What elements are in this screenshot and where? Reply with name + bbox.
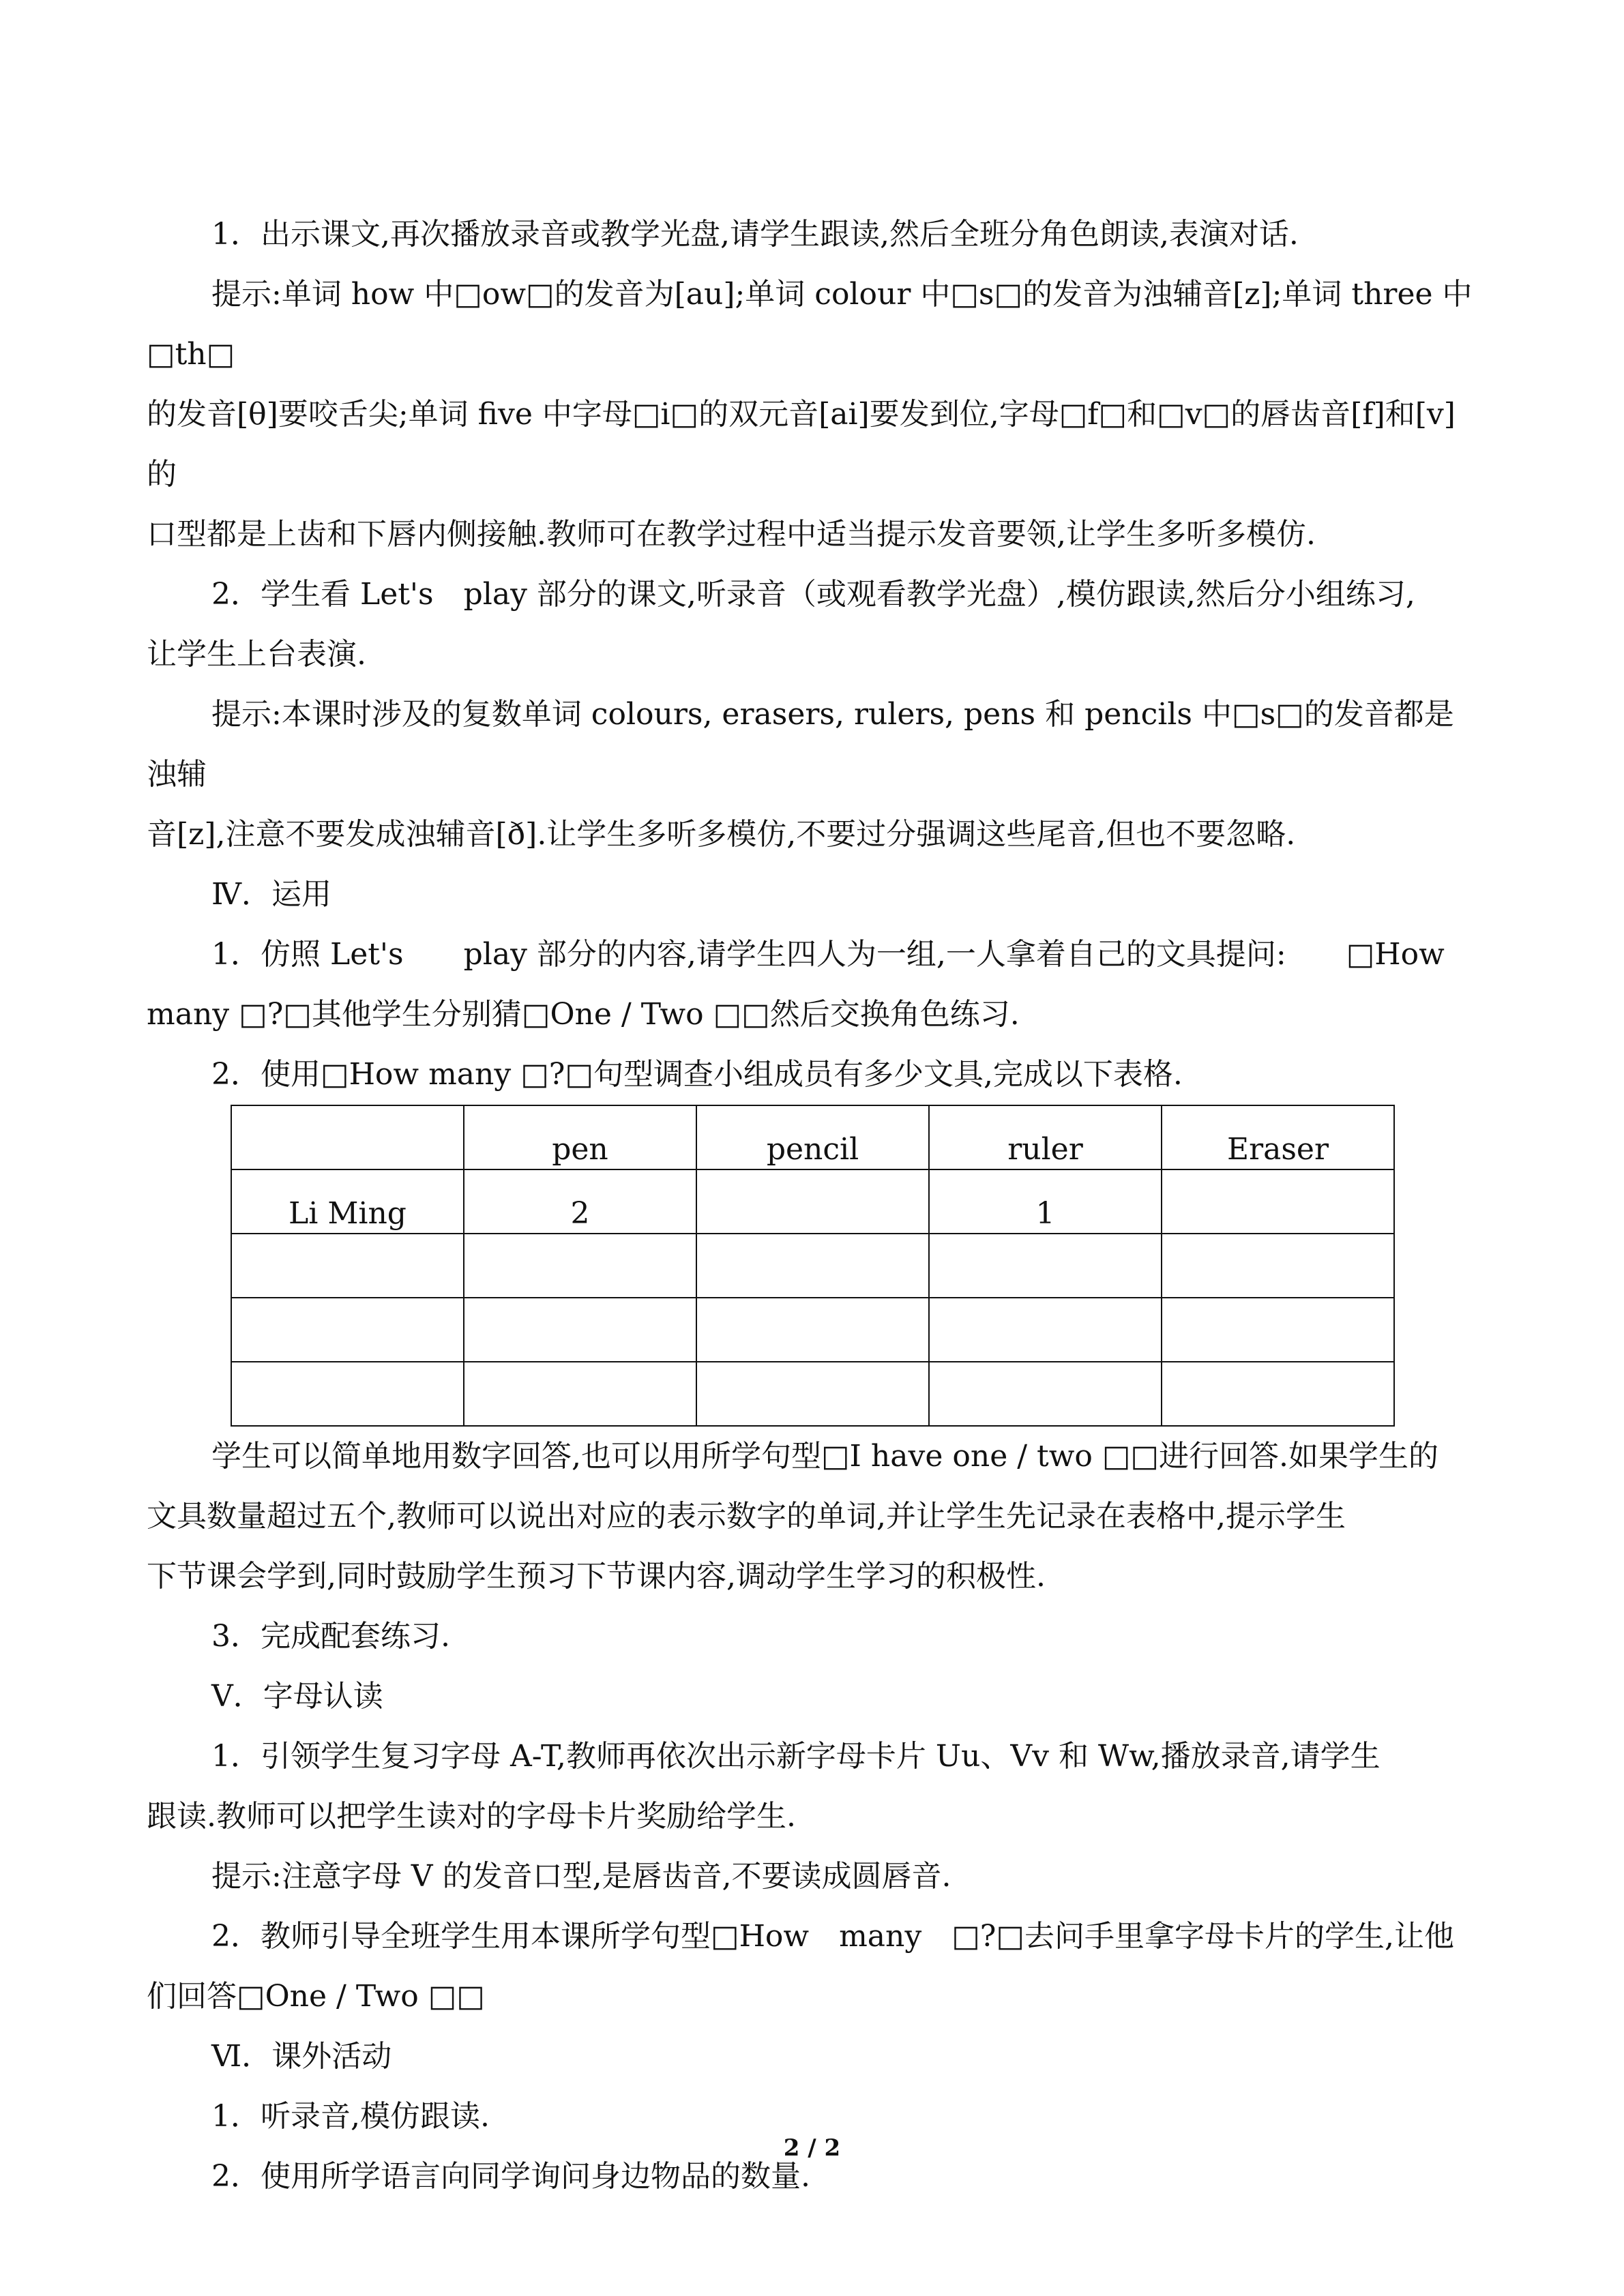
table-row-label: Li Ming <box>231 1169 464 1234</box>
table-cell <box>929 1298 1162 1362</box>
paragraph-line: 2．使用□How many □?□句型调查小组成员有多少文具,完成以下表格. <box>211 1057 1183 1092</box>
table-cell <box>696 1362 929 1426</box>
paragraph-line: 1．仿照 Let's play 部分的内容,请学生四人为一组,一人拿着自己的文具提问: □How <box>211 937 1445 972</box>
table-cell <box>1162 1362 1394 1426</box>
paragraph-line: 提示:单词 how 中□ow□的发音为[au];单词 colour 中□s□的发音为浊辅音[z];单词 three 中□th□ <box>147 277 1473 372</box>
paragraph <box>147 265 1477 565</box>
paragraph-line: 学生可以简单地用数字回答,也可以用所学句型□I have one / two □□进行回答.如果学生的 <box>211 1439 1438 1474</box>
table-header-cell <box>231 1105 464 1169</box>
table-cell <box>464 1362 696 1426</box>
table-cell: 2 <box>464 1169 696 1234</box>
paragraph <box>147 685 1477 865</box>
paragraph-line: 2．教师引导全班学生用本课所学句型□How many □?□去问手里拿字母卡片的学生,让他 <box>211 1919 1454 1954</box>
table-row <box>231 1169 1394 1234</box>
paragraph-line: Ⅴ．字母认读 <box>211 1679 383 1714</box>
table-cell: 1 <box>929 1169 1162 1234</box>
table-cell <box>696 1169 929 1234</box>
paragraph <box>147 1667 1477 1727</box>
paragraph-line: 提示:本课时涉及的复数单词 colours, erasers, rulers, pens 和 pencils 中□s□的发音都是浊辅 <box>147 697 1454 792</box>
paragraph-line: 音[z],注意不要发成浊辅音[ð].让学生多听多模仿,不要过分强调这些尾音,但也不要忽略. <box>147 817 1296 852</box>
paragraph <box>147 2027 1477 2087</box>
table-row-label <box>231 1362 464 1426</box>
table-cell <box>464 1298 696 1362</box>
table-row <box>231 1362 1394 1426</box>
paragraph-line: 2．使用所学语言向同学询问身边物品的数量. <box>211 2159 810 2194</box>
paragraph-line: 文具数量超过五个,教师可以说出对应的表示数字的单词,并让学生先记录在表格中,提示学生 <box>147 1499 1346 1534</box>
paragraph-line: 跟读.教师可以把学生读对的字母卡片奖励给学生. <box>147 1799 796 1834</box>
paragraph-line: 1．听录音,模仿跟读. <box>211 2099 490 2134</box>
paragraph-line: Ⅳ．运用 <box>211 877 331 912</box>
paragraph <box>147 1427 1477 1607</box>
table-cell <box>1162 1169 1394 1234</box>
paragraph <box>147 1907 1477 2027</box>
table-row <box>231 1234 1394 1298</box>
table-cell <box>1162 1298 1394 1362</box>
paragraph-line: 口型都是上齿和下唇内侧接触.教师可在教学过程中适当提示发音要领,让学生多听多模仿. <box>147 517 1316 552</box>
paragraph-line: 提示:注意字母 V 的发音口型,是唇齿音,不要读成圆唇音. <box>211 1859 951 1894</box>
table-row-label <box>231 1298 464 1362</box>
paragraph-line: 3．完成配套练习. <box>211 1619 450 1654</box>
table-cell <box>464 1234 696 1298</box>
paragraph-line: 2．学生看 Let's play 部分的课文,听录音（或观看教学光盘）,模仿跟读,然后分小组练习, <box>211 577 1415 612</box>
paragraph-line: many □?□其他学生分别猜□One / Two □□然后交换角色练习. <box>147 997 1020 1032</box>
table-row <box>231 1298 1394 1362</box>
table-cell <box>696 1298 929 1362</box>
paragraph-line: 让学生上台表演. <box>147 637 366 672</box>
paragraph-line: Ⅵ．课外活动 <box>211 2039 392 2074</box>
paragraph <box>147 1045 1477 1105</box>
page-number: 2 / 2 <box>783 2134 841 2162</box>
table-cell <box>929 1362 1162 1426</box>
table-cell <box>1162 1234 1394 1298</box>
stationery-survey-table <box>231 1105 1395 1427</box>
section-after-table <box>147 1427 1477 2207</box>
paragraph <box>147 565 1477 685</box>
table-cell <box>696 1234 929 1298</box>
table-cell <box>929 1234 1162 1298</box>
table-header-cell: Eraser <box>1162 1105 1394 1169</box>
paragraph <box>147 1847 1477 1907</box>
table-row-label <box>231 1234 464 1298</box>
paragraph-line: 的发音[θ]要咬舌尖;单词 five 中字母□i□的双元音[ai]要发到位,字母□f□和□v□的唇齿音[f]和[v]的 <box>147 397 1456 492</box>
paragraph <box>147 1727 1477 1847</box>
paragraph <box>147 1607 1477 1667</box>
paragraph-line: 们回答□One / Two □□ <box>147 1979 485 2014</box>
paragraph <box>147 925 1477 1045</box>
paragraph-line: 1．出示课文,再次播放录音或教学光盘,请学生跟读,然后全班分角色朗读,表演对话. <box>211 217 1299 252</box>
table-header-cell: ruler <box>929 1105 1162 1169</box>
paragraph-line: 1．引领学生复习字母 A-T,教师再依次出示新字母卡片 Uu、Vv 和 Ww,播放录音,请学生 <box>211 1739 1381 1774</box>
paragraph <box>147 205 1477 265</box>
paragraph <box>147 865 1477 925</box>
section-before-table <box>147 205 1477 1105</box>
table-header-cell: pencil <box>696 1105 929 1169</box>
table-header-row <box>231 1105 1394 1169</box>
document-body <box>147 205 1477 2207</box>
table-header-cell: pen <box>464 1105 696 1169</box>
paragraph-line: 下节课会学到,同时鼓励学生预习下节课内容,调动学生学习的积极性. <box>147 1559 1046 1594</box>
